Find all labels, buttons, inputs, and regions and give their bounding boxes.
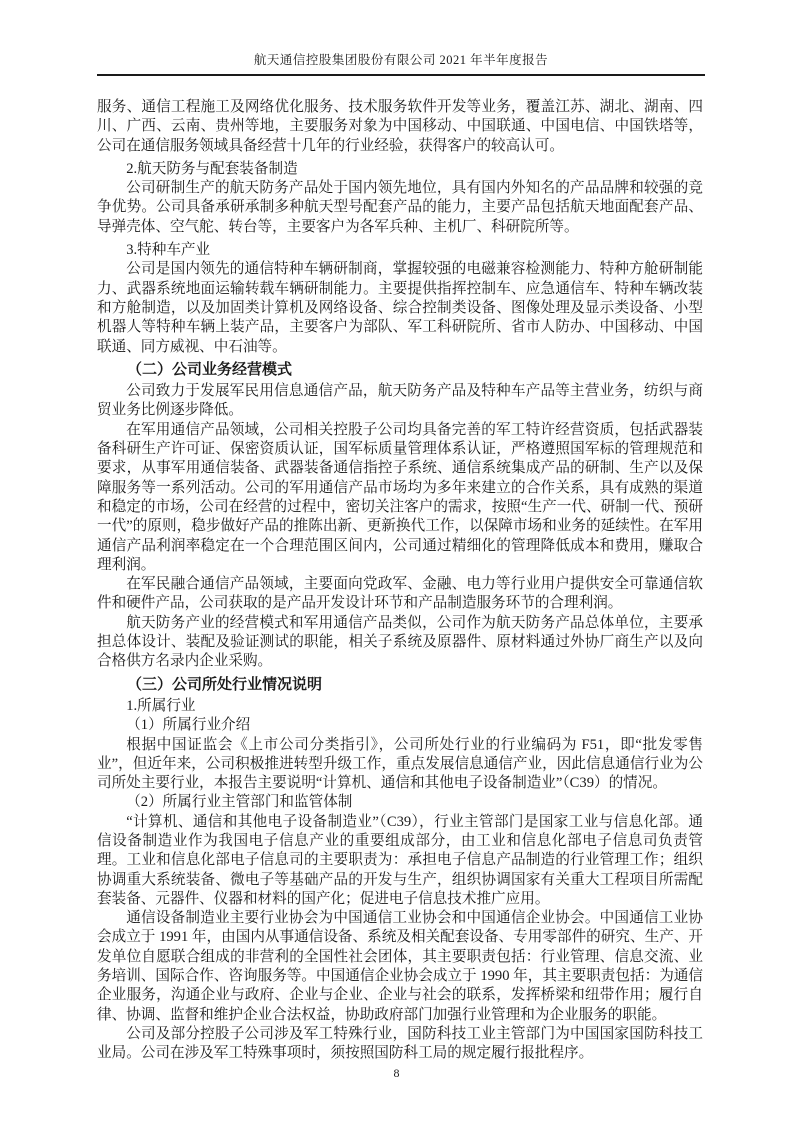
paragraph: 公司及部分控股子公司涉及军工特殊行业，国防科技工业主管部门为中国国家国防科技工业局。公司在涉及军工特殊事项时，须按照国防科工局的规定履行报批程序。 (97, 1025, 703, 1062)
paragraph-continuation: 服务、通信工程施工及网络优化服务、技术服务软件开发等业务，覆盖江苏、湖北、湖南、四川、广西、云南、贵州等地，主要服务对象为中国移动、中国联通、中国电信、中国铁塔等，公司在通信服务领域具备经营十几年的行业经验，获得客户的较高认可。 (97, 99, 703, 154)
section-heading-business-model: （二）公司业务经营模式 (127, 361, 293, 378)
paragraph: 在军民融合通信产品领域，主要面向党政军、金融、电力等行业用户提供安全可靠通信软件和硬件产品，公司获取的是产品开发设计环节和产品制造服务环节的合理利润。 (97, 576, 703, 612)
document-body (97, 98, 703, 1064)
paragraph: 公司研制生产的航天防务产品处于国内领先地位，具有国内外知名的产品品牌和较强的竞争优势。公司具备承研承制多种航天型号配套产品的能力，主要产品包括航天地面配套产品、导弹壳体、空气舵、转台等，主要客户为各军兵种、主机厂、科研院所等。 (97, 180, 703, 235)
paragraph: “计算机、通信和其他电子设备制造业”（C39），行业主管部门是国家工业与信息化部。通信设备制造业作为我国电子信息产业的重要组成部分，由工业和信息化部电子信息司负责管理。工业和信息化部电子信息司的主要职责为：承担电子信息产品制造的行业管理工作；组织协调重大系统装备、微电子等基础产品的开发与生产，组织协调国家有关重大工程项目所需配套装备、元器件、仪器和材料的国产化；促进电子信息技术推广应用。 (97, 813, 703, 907)
report-title: 航天通信控股集团股份有限公司 2021 年半年度报告 (253, 53, 549, 67)
section-heading-industry-overview: （三）公司所处行业情况说明 (127, 676, 323, 693)
paragraph: 公司是国内领先的通信特种车辆研制商，掌握较强的电磁兼容检测能力、特种方舱研制能力、武器系统地面运输转载车辆研制能力。主要提供指挥控制车、应急通信车、特种车辆改装和方舱制造，以及加固类计算机及网络设备、综合控制类设备、图像处理及显示类设备、小型机器人等特种车辆上装产品，主要客户为部队、军工科研院所、省市人防办、中国移动、中国联通、同方威视、中石油等。 (97, 261, 703, 355)
subheading-industry: 1.所属行业 (126, 697, 196, 714)
subheading-industry-regulators: （2）所属行业主管部门和监管体制 (126, 794, 353, 811)
page-number: 8 (393, 1066, 400, 1080)
page-header (97, 50, 705, 76)
paragraph: 通信设备制造业主要行业协会为中国通信工业协会和中国通信企业协会。中国通信工业协会成立于 1991 年，由国内从事通信设备、系统及相关配套设备、专用零部件的研究、生产、开发单位自愿联合组成的非营利的全国性社会团体，其主要职责包括：行业管理、信息交流、业务培训、国际合作、咨询服务等。中国通信企业协会成立于 1990 年，其主要职责包括：为通信企业服务，沟通企业与政府、企业与企业、企业与社会的联系，发挥桥梁和纽带作用；履行自律、协调、监督和维护企业合法权益，协助政府部门加强行业管理和为企业服务的职能。 (97, 910, 703, 1023)
subheading-industry-intro: （1）所属行业介绍 (126, 717, 251, 734)
paragraph: 航天防务产业的经营模式和军用通信产品类似，公司作为航天防务产品总体单位，主要承担总体设计、装配及验证测试的职能，相关子系统及原器件、原材料通过外协厂商生产以及向合格供方名录内企业采购。 (97, 614, 703, 670)
paragraph: 根据中国证监会《上市公司分类指引》，公司所处行业的行业编码为 F51，即“批发零售业”，但近年来，公司积极推进转型升级工作，重点发展信息通信产业，因此信息通信行业为公司所处主要行业，本报告主要说明“计算机、通信和其他电子设备制造业”（C39）的情况。 (97, 736, 703, 792)
paragraph: 公司致力于发展军民用信息通信产品，航天防务产品及特种车产品等主营业务，纺织与商贸业务比例逐步降低。 (97, 383, 703, 419)
subheading-aerospace-defense: 2.航天防务与配套装备制造 (126, 160, 298, 177)
subheading-special-vehicle: 3.特种车产业 (126, 242, 211, 259)
paragraph: 在军用通信产品领域，公司相关控股子公司均具备完善的军工特许经营资质，包括武器装备科研生产许可证、保密资质认证，国军标质量管理体系认证，严格遵照国军标的管理规范和要求，从事军用通信装备、武器装备通信指控子系统、通信系统集成产品的研制、生产以及保障服务等一系列活动。公司的军用通信产品市场均为多年来建立的合作关系，具有成熟的渠道和稳定的市场，公司在经营的过程中，密切关注客户的需求，按照“生产一代、研制一代、预研一代”的原则，稳步做好产品的推陈出新、更新换代工作，以保障市场和业务的延续性。在军用通信产品利润率稳定在一个合理范围区间内，公司通过精细化的管理降低成本和费用，赚取合理利润。 (97, 421, 703, 573)
